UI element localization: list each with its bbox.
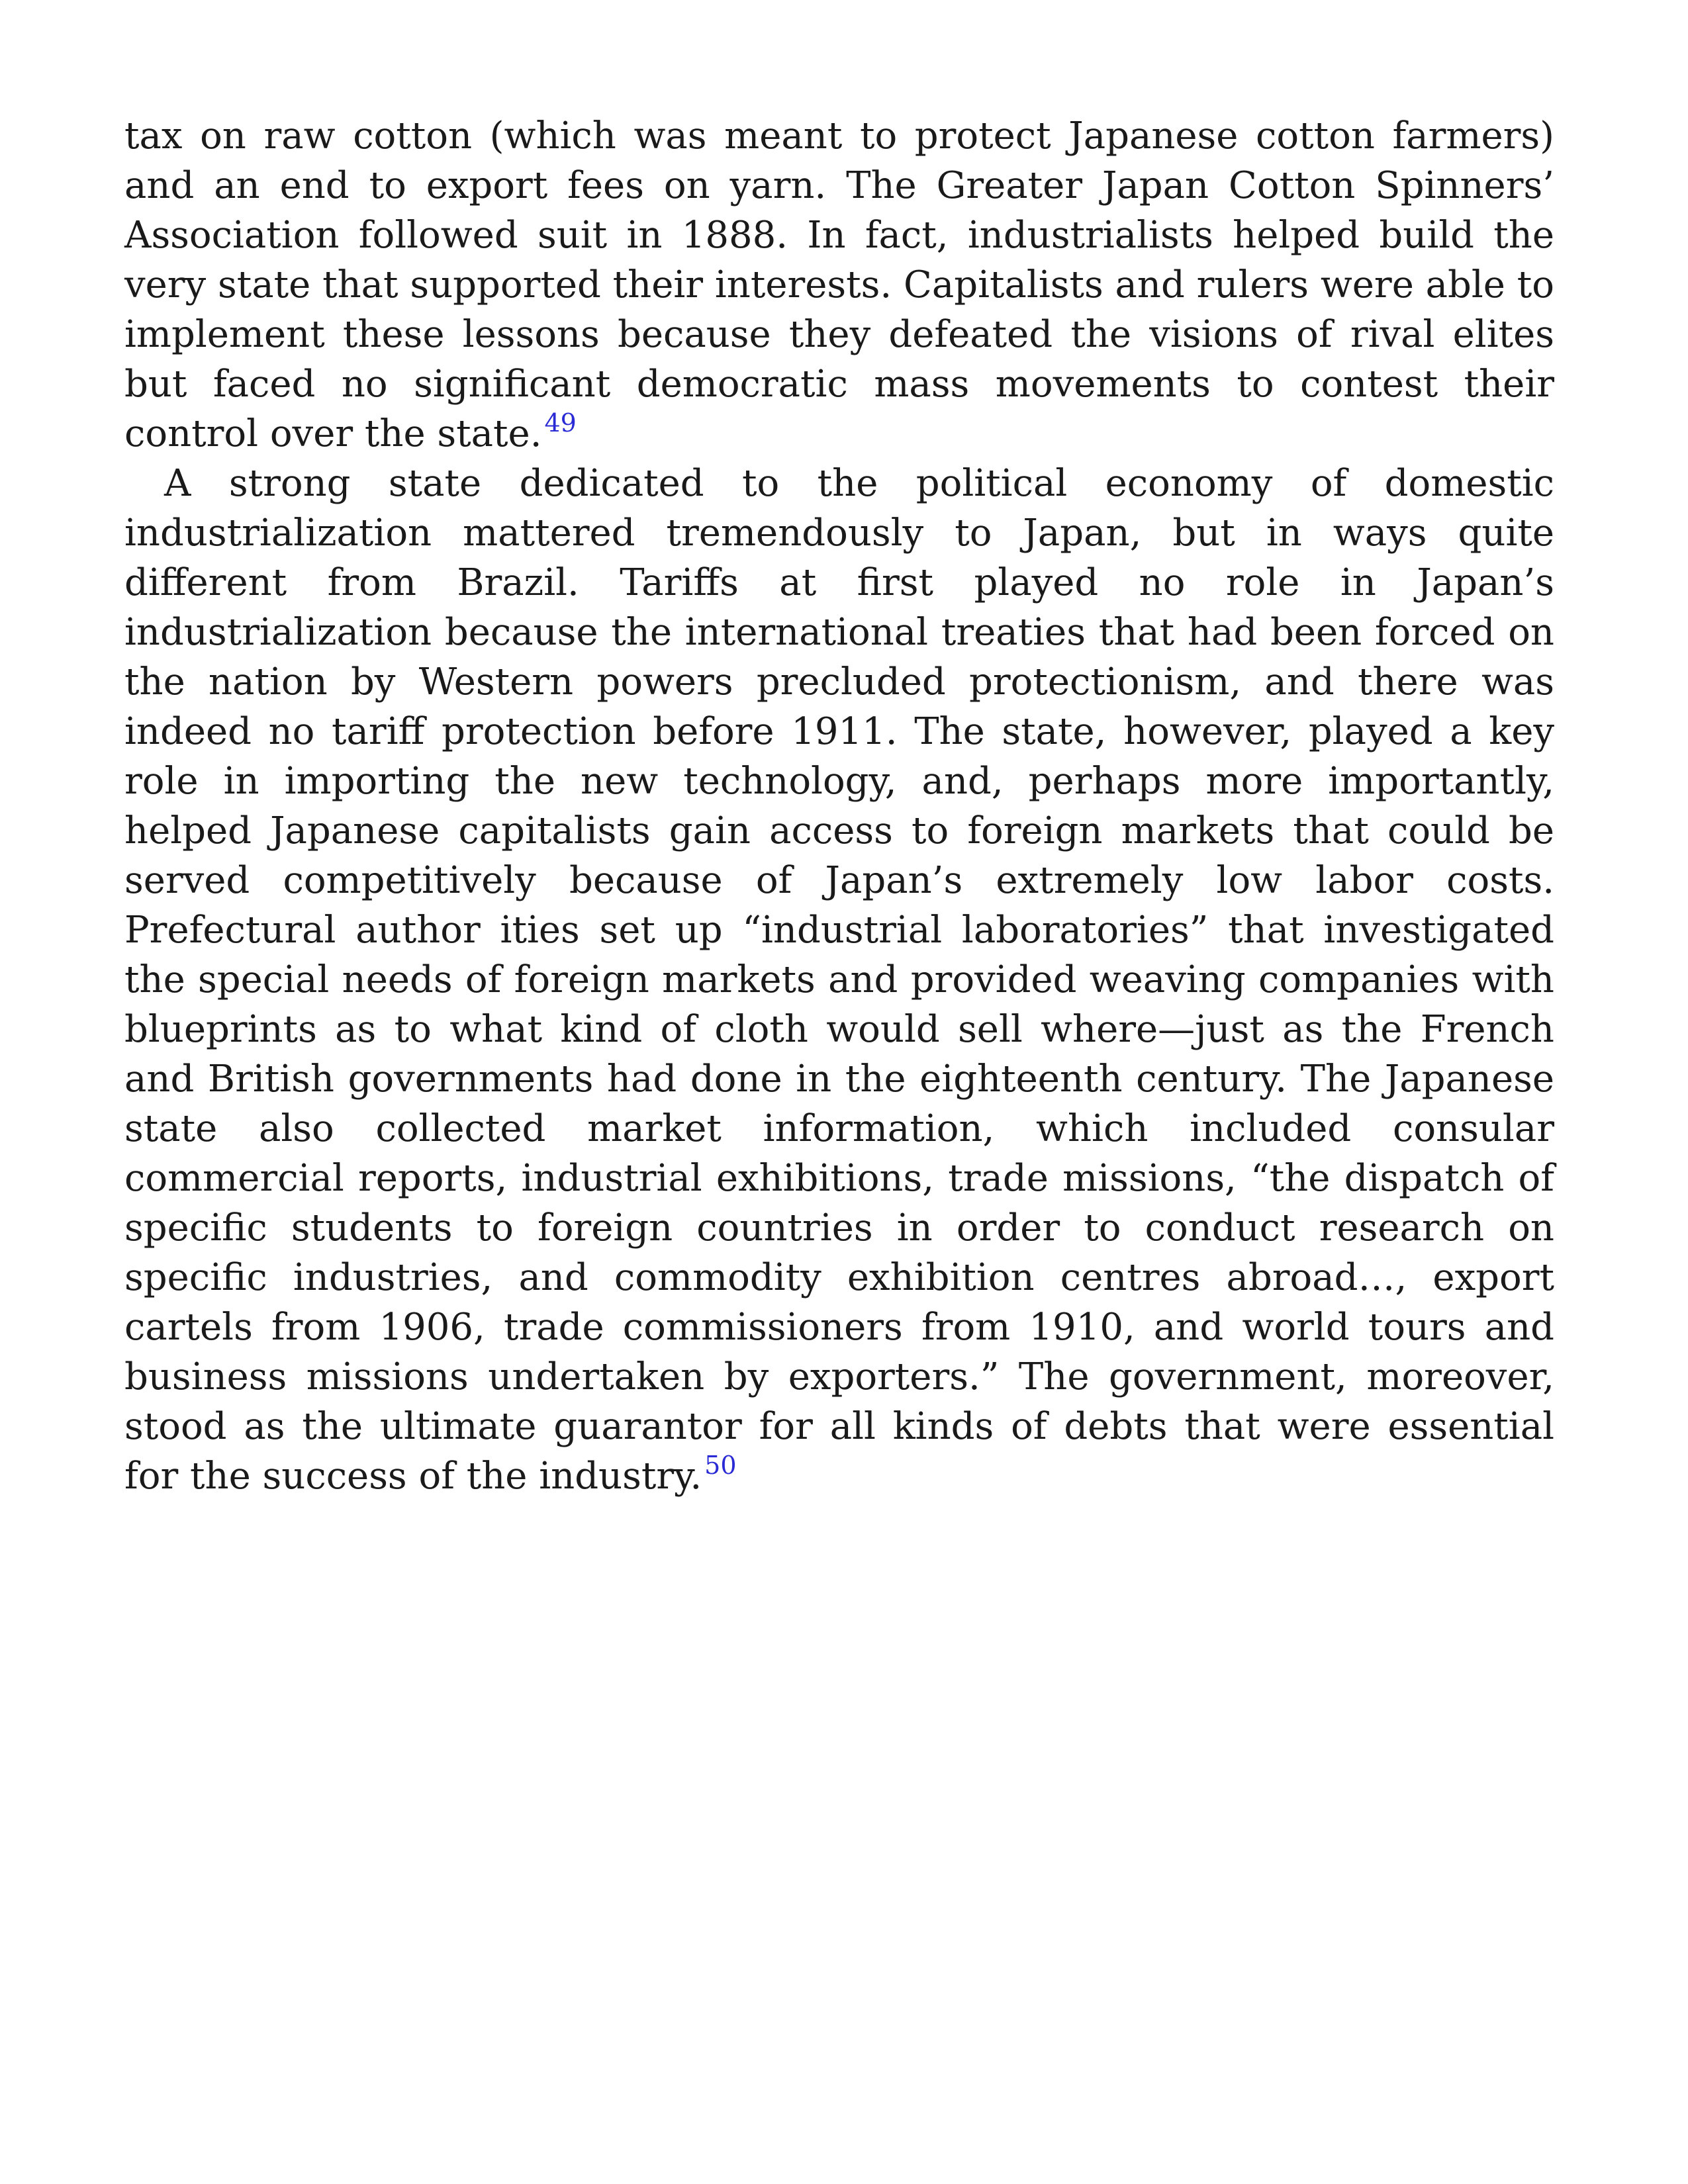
footnote-ref-50[interactable]: 50	[704, 1451, 737, 1480]
paragraph-2-text: A strong state dedicated to the political economy of domestic industrialization mattered tremendously to Japan, but in ways quite different from Brazil. Tariffs at first played no role in Japan’s industrialization because the international treaties that had been forced on the nation by Western powers precluded protectionism, and there was indeed no tariff protection before 1911. The state, however, played a key role in importing the new technology, and, perhaps more importantly, helped Japanese capitalists gain access to foreign markets that could be served competitively because of Japan’s extremely low labor costs. Prefectural author ities set up “industrial laboratories” that investigated the special needs of foreign markets and provided weaving companies with blueprints as to what kind of cloth would sell where—just as the French and British governments had done in the eighteenth century. The Japanese state also collected market information, which included consular commercial reports, industrial exhibitions, trade missions, “the dispatch of specific students to foreign countries in order to conduct research on specific industries, and commodity exhibition centres abroad…, export cartels from 1906, trade commissioners from 1910, and world tours and business missions undertaken by exporters.” The government, moreover, stood as the ultimate guarantor for all kinds of debts that were essential for the success of the industry.	[124, 462, 1554, 1498]
body-text	[124, 111, 1554, 1501]
paragraph-2	[124, 459, 1554, 1501]
paragraph-1-text: tax on raw cotton (which was meant to protect Japanese cotton farmers) and an end to export fees on yarn. The Greater Japan Cotton Spinners’ Association followed suit in 1888. In fact, industrialists helped build the very state that supported their interests. Capitalists and rulers were able to implement these lessons because they defeated the visions of rival elites but faced no significant democratic mass movements to contest their control over the state.	[124, 114, 1554, 455]
paragraph-1	[124, 111, 1554, 459]
footnote-ref-49[interactable]: 49	[544, 408, 577, 437]
